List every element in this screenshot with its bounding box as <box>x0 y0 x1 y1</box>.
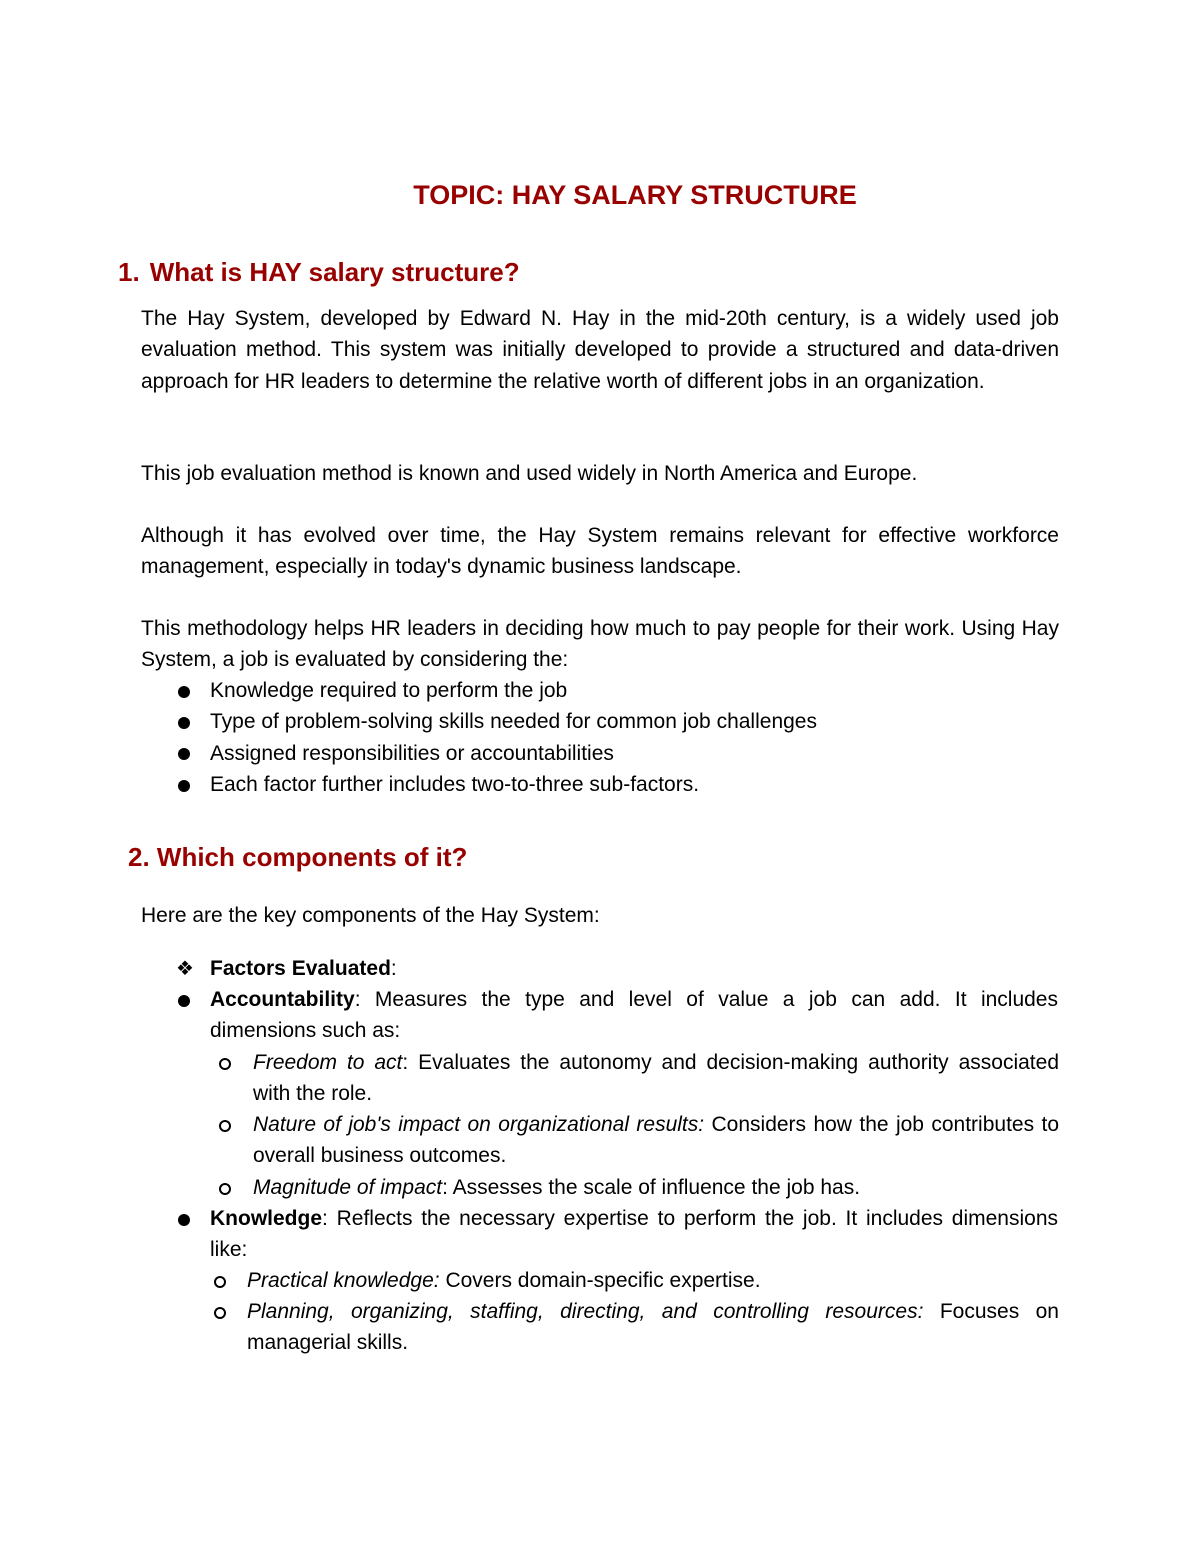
factors-evaluated-label: Factors Evaluated: <box>210 957 397 980</box>
section-1-paragraph: This methodology helps HR leaders in deciding how much to pay people for their work. Using Hay System, a job is evaluated by considering the: <box>141 617 1059 672</box>
circle-bullet-icon <box>214 1307 226 1319</box>
document-title: TOPIC: HAY SALARY STRUCTURE <box>413 180 857 210</box>
sub-list-item: Planning, organizing, staffing, directing, and controlling resources: Focuses on managerial skills. <box>247 1300 1059 1355</box>
diamond-bullet-icon: ❖ <box>176 958 194 980</box>
bullet-icon <box>178 1214 190 1226</box>
accountability-item: Accountability: Measures the type and level of value a job can add. It includes dimensions such as: <box>210 988 1058 1043</box>
circle-bullet-icon <box>219 1058 231 1070</box>
section-1-paragraph: This job evaluation method is known and used widely in North America and Europe. <box>141 462 918 485</box>
section-1-paragraph: The Hay System, developed by Edward N. Hay in the mid-20th century, is a widely used job evaluation method. This system was initially developed to provide a structured and data-driven approach for HR leaders to determine the relative worth of different jobs in an organization. <box>141 307 1059 393</box>
sub-list-item: Nature of job's impact on organizational results: Considers how the job contributes to overall business outcomes. <box>253 1113 1059 1168</box>
bullet-icon <box>178 995 190 1007</box>
bullet-icon <box>178 780 190 792</box>
list-item: Assigned responsibilities or accountabilities <box>210 742 614 765</box>
knowledge-term: Knowledge <box>210 1207 323 1230</box>
section-2-intro: Here are the key components of the Hay System: <box>141 904 600 927</box>
circle-bullet-icon <box>219 1183 231 1195</box>
sub-list-item: Freedom to act: Evaluates the autonomy and decision-making authority associated with the role. <box>253 1051 1059 1106</box>
section-1-number: 1. <box>118 257 140 287</box>
accountability-term: Accountability <box>210 988 355 1011</box>
list-item: Type of problem-solving skills needed for common job challenges <box>210 710 817 733</box>
sub-list-item: Magnitude of impact: Assesses the scale of influence the job has. <box>253 1176 861 1199</box>
bullet-icon <box>178 717 190 729</box>
bullet-icon <box>178 748 190 760</box>
circle-bullet-icon <box>219 1120 231 1132</box>
knowledge-item: Knowledge: Reflects the necessary expertise to perform the job. It includes dimensions like: <box>210 1207 1058 1262</box>
list-item: Each factor further includes two-to-three sub-factors. <box>210 773 700 796</box>
bullet-icon <box>178 686 190 698</box>
circle-bullet-icon <box>214 1276 226 1288</box>
list-item: Knowledge required to perform the job <box>210 679 568 702</box>
section-1-heading-text: What is HAY salary structure? <box>149 257 520 287</box>
sub-list-item: Practical knowledge: Covers domain-specific expertise. <box>247 1269 761 1292</box>
section-1-heading <box>118 257 520 288</box>
section-1-paragraph: Although it has evolved over time, the Hay System remains relevant for effective workforce management, especially in today's dynamic business landscape. <box>141 524 1059 579</box>
section-2-heading: 2. Which components of it? <box>128 842 468 872</box>
